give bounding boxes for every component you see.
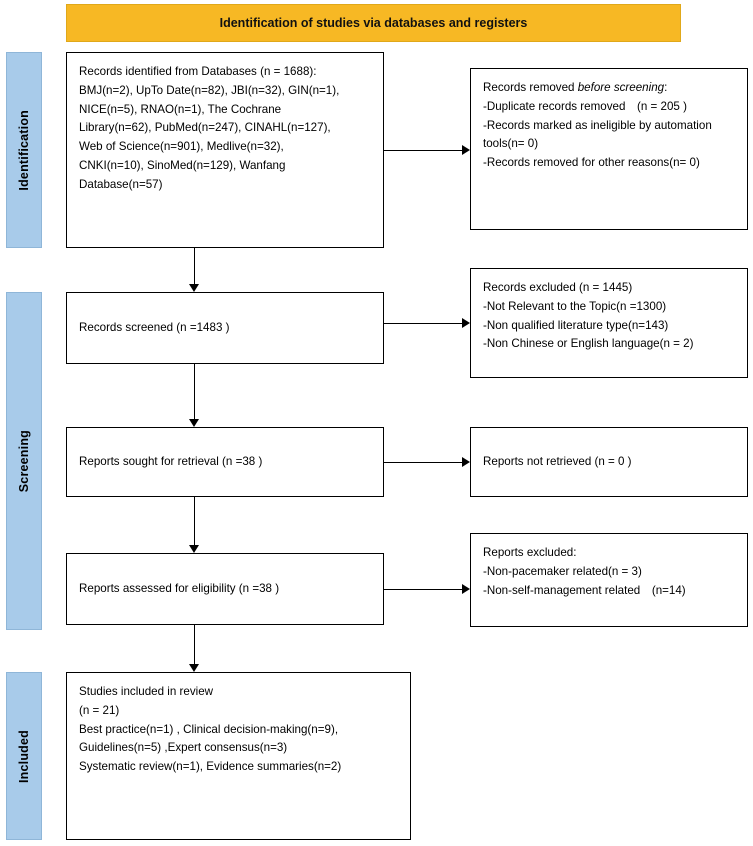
box-line: Web of Science(n=901), Medlive(n=32),	[79, 140, 284, 154]
box-line: Reports not retrieved (n = 0 )	[483, 454, 632, 468]
arrowhead-down-icon	[189, 545, 199, 553]
diagram-banner-title: Identification of studies via databases and registers	[66, 4, 681, 42]
box-line: tools(n= 0)	[483, 137, 539, 151]
box-line: -Records removed for other reasons(n= 0)	[483, 156, 700, 170]
box-line: Best practice(n=1) , Clinical decision-making(n=9),	[79, 722, 339, 736]
box-records-excluded	[470, 268, 748, 378]
box-line: -Duplicate records removed (n = 205 )	[483, 99, 687, 113]
box-line: Reports excluded:	[483, 546, 577, 559]
connector-sought-to-assessed	[194, 497, 195, 545]
arrowhead-right-icon	[462, 457, 470, 467]
box-line: Studies included in review	[79, 685, 214, 698]
box-line: -Non-self-management related (n=14)	[483, 583, 686, 597]
connector-screened-to-excluded	[384, 323, 462, 324]
connector-assessed-to-included	[194, 625, 195, 664]
box-line: Guidelines(n=5) ,Expert consensus(n=3)	[79, 741, 288, 755]
phase-label-identification	[6, 52, 42, 248]
box-title-italic: before screening	[577, 81, 665, 94]
box-line: -Non Chinese or English language(n = 2)	[483, 337, 694, 351]
box-line: Library(n=62), PubMed(n=247), CINAHL(n=127),	[79, 121, 331, 135]
box-line: NICE(n=5), RNAO(n=1), The Cochrane	[79, 102, 282, 116]
box-line: Records identified from Databases (n = 1688):	[79, 65, 317, 78]
phase-label-included	[6, 672, 42, 840]
box-studies-included-in-review	[66, 672, 411, 840]
arrowhead-right-icon	[462, 145, 470, 155]
box-line: Reports assessed for eligibility (n =38 )	[79, 581, 280, 595]
connector-screened-to-sought	[194, 364, 195, 419]
connector-identified-to-removed	[384, 150, 462, 151]
box-line: Database(n=57)	[79, 177, 163, 191]
connector-assessed-to-reports-excluded	[384, 589, 462, 590]
box-line: Reports sought for retrieval (n =38 )	[79, 454, 263, 468]
phase-label-screening-text: Screening	[17, 429, 31, 493]
box-line: -Non-pacemaker related(n = 3)	[483, 564, 642, 578]
arrowhead-down-icon	[189, 664, 199, 672]
phase-label-identification-text: Identification	[17, 109, 31, 191]
box-title-prefix: Records removed	[483, 81, 578, 94]
arrowhead-right-icon	[462, 318, 470, 328]
box-records-identified	[66, 52, 384, 248]
box-reports-sought-for-retrieval	[66, 427, 384, 497]
box-reports-not-retrieved	[470, 427, 748, 497]
box-line: -Non qualified literature type(n=143)	[483, 318, 669, 332]
box-line: Records excluded (n = 1445)	[483, 281, 633, 294]
connector-sought-to-not-retrieved	[384, 462, 462, 463]
box-line: BMJ(n=2), UpTo Date(n=82), JBI(n=32), GIN(n=1),	[79, 83, 340, 97]
box-records-removed-before-screening	[470, 68, 748, 230]
box-reports-assessed-for-eligibility	[66, 553, 384, 625]
box-line: Systematic review(n=1), Evidence summaries(n=2)	[79, 760, 342, 774]
phase-label-screening	[6, 292, 42, 630]
box-line: Records screened (n =1483 )	[79, 320, 230, 334]
box-line: (n = 21)	[79, 703, 120, 717]
box-title-suffix: :	[664, 81, 668, 94]
box-reports-excluded	[470, 533, 748, 627]
box-line: -Not Relevant to the Topic(n =1300)	[483, 299, 667, 313]
box-line: CNKI(n=10), SinoMed(n=129), Wanfang	[79, 158, 286, 172]
arrowhead-down-icon	[189, 419, 199, 427]
arrowhead-down-icon	[189, 284, 199, 292]
arrowhead-right-icon	[462, 584, 470, 594]
box-title	[483, 79, 735, 98]
phase-label-included-text: Included	[17, 729, 31, 783]
box-records-screened	[66, 292, 384, 364]
connector-identified-to-screened	[194, 248, 195, 284]
box-line: -Records marked as ineligible by automation	[483, 118, 712, 132]
